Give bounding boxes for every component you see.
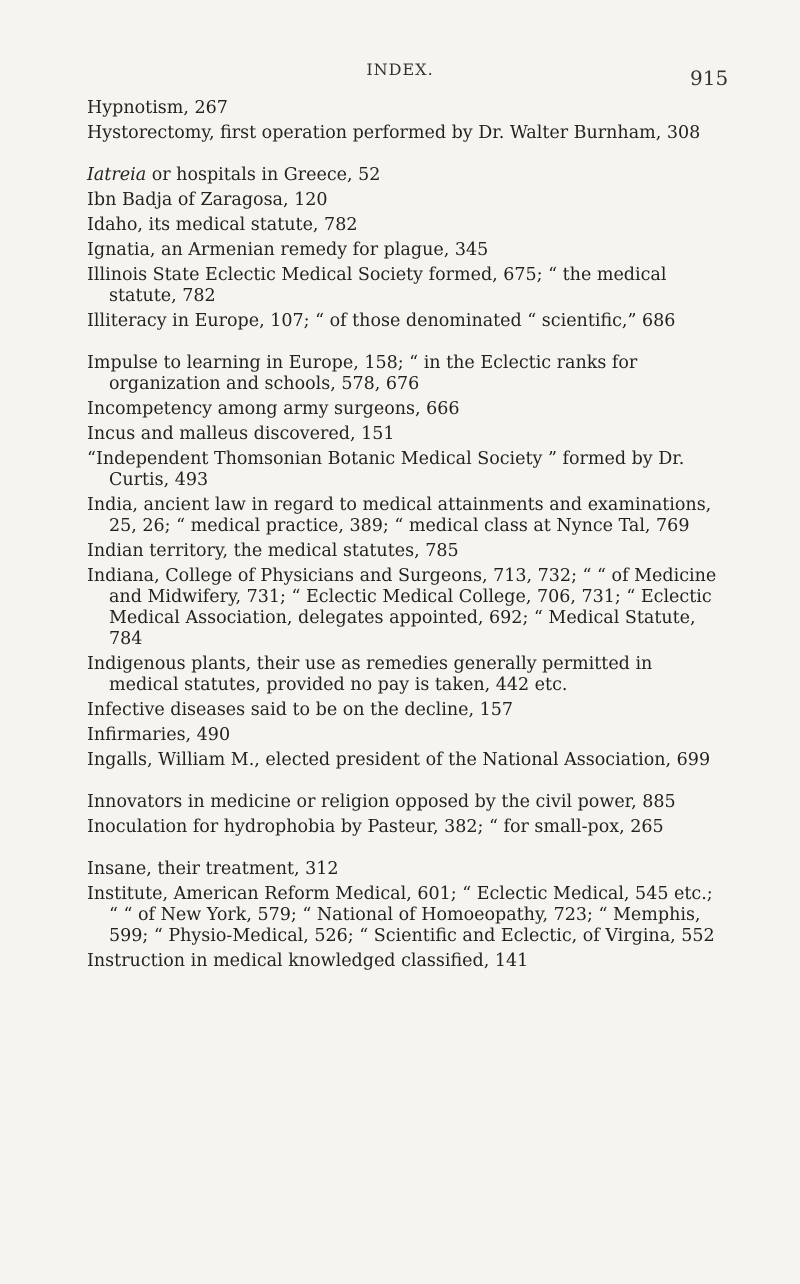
index-entry: “Independent Thomsonian Botanic Medical Society ” formed by Dr. Curtis, 493 [87,449,685,490]
index-entry: Inoculation for hydrophobia by Pasteur, 382; “ for small-pox, 265 [87,817,664,837]
index-entry: Idaho, its medical statute, 782 [87,215,358,235]
index-entries [87,98,727,976]
index-entry: Illiteracy in Europe, 107; “ of those denominated “ scientific,” 686 [87,311,676,331]
index-entry: Impulse to learning in Europe, 158; “ in the Eclectic ranks for organization and schools, 578, 676 [87,353,638,394]
index-entry: Infirmaries, 490 [87,725,231,745]
page-number: 915 [690,66,729,90]
index-entry: Hypnotism, 267 [87,98,228,118]
index-entry: Indian territory, the medical statutes, 785 [87,541,459,561]
index-entry: Illinois State Eclectic Medical Society formed, 675; “ the medical statute, 782 [87,265,667,306]
index-entry: Institute, American Reform Medical, 601; “ Eclectic Medical, 545 etc.; “ “ of New York, 579; “ National of Homoeopathy, 723; “ Memphis, 599; “ Physio-Medical, 526; “ Scientific and Eclectic, of Virgina, 552 [87,884,715,946]
index-entry: Insane, their treatment, 312 [87,859,339,879]
index-entry: India, ancient law in regard to medical attainments and examinations, 25, 26; “ medical practice, 389; “ medical class at Nynce Tal, 769 [87,495,712,536]
index-entry: Ignatia, an Armenian remedy for plague, 345 [87,240,489,260]
index-entry: Iatreia or hospitals in Greece, 52 [87,165,381,185]
index-entry: Instruction in medical knowledged classified, 141 [87,951,529,971]
index-entry: Hystorectomy, first operation performed by Dr. Walter Burnham, 308 [87,123,701,143]
index-entry: Indigenous plants, their use as remedies generally permitted in medical statutes, provided no pay is taken, 442 etc. [87,654,653,695]
index-entry: Ingalls, William M., elected president of the National Association, 699 [87,750,711,770]
running-head: INDEX. [366,60,434,79]
index-entry: Innovators in medicine or religion opposed by the civil power, 885 [87,792,676,812]
index-entry: Incompetency among army surgeons, 666 [87,399,460,419]
index-entry: Ibn Badja of Zaragosa, 120 [87,190,328,210]
index-entry: Incus and malleus discovered, 151 [87,424,395,444]
index-entry: Indiana, College of Physicians and Surgeons, 713, 732; “ “ of Medicine and Midwifery, 731; “ Eclectic Medical College, 706, 731; “ Eclectic Medical Association, delegates appointed, 692; “ Medical Statute, 784 [87,566,717,649]
index-entry: Infective diseases said to be on the decline, 157 [87,700,514,720]
